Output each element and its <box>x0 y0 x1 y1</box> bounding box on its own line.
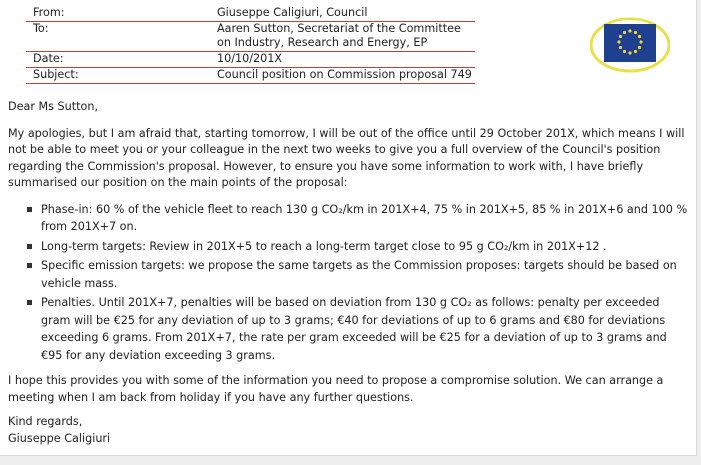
letter-body <box>8 99 688 447</box>
greeting: Dear Ms Sutton, <box>8 100 99 113</box>
header-row-date <box>26 52 475 68</box>
to-value: Aaren Sutton, Secretariat of the Committee on Industry, Research and Energy, EP <box>210 22 475 52</box>
to-label: To: <box>26 22 210 52</box>
bullet-icon <box>27 263 32 268</box>
list-item <box>41 257 688 292</box>
bullet-icon <box>27 244 32 249</box>
header-row-from <box>26 6 475 22</box>
list-item-text: Phase-in: 60 % of the vehicle fleet to reach 130 g CO₂/km in 201X+4, 75 % in 201X+5, 85 % in 201X+6 and 100 % from 201X+7 on. <box>41 202 688 233</box>
list-item <box>41 201 688 236</box>
list-item <box>41 294 688 364</box>
from-value: Giuseppe Caligiuri, Council <box>210 6 475 22</box>
eu-flag-icon <box>590 13 670 73</box>
closing-paragraph: I hope this provides you with some of the information you need to propose a compromise solution. We can arrange a meeting when I am back from holiday if you have any further questions. <box>8 374 664 404</box>
subject-value: Council position on Commission proposal 749 <box>210 68 475 84</box>
right-edge <box>697 0 701 465</box>
date-label: Date: <box>26 52 210 68</box>
signature: Giuseppe Caligiuri <box>8 431 111 445</box>
sign-off: Kind regards, <box>8 415 83 428</box>
subject-label: Subject: <box>26 68 210 84</box>
list-item-text: Penalties. Until 201X+7, penalties will be based on deviation from 130 g CO₂ as follows: penalty per exceeded gram will be €25 for any deviation of up to 3 grams; €40 for deviations of up to 6 grams and €80 for deviations exceeding 6 grams. From 201X+7, the rate per gram exceeded will be €25 for a deviation of up to 3 grams and €95 for any deviation exceeding 3 grams. <box>41 296 667 362</box>
list-item-text: Long-term targets: Review in 201X+5 to reach a long-term target close to 95 g CO₂/km in 201X+12 . <box>41 239 607 253</box>
header-row-to <box>26 22 475 52</box>
email-header-table <box>26 6 475 84</box>
header-row-subject <box>26 68 475 84</box>
list-item <box>41 238 688 256</box>
date-value: 10/10/201X <box>210 52 475 68</box>
bullet-icon <box>27 300 32 305</box>
position-list <box>8 201 688 365</box>
bullet-icon <box>27 207 32 212</box>
from-label: From: <box>26 6 210 22</box>
list-item-text: Specific emission targets: we propose the same targets as the Commission proposes: targets should be based on vehicle mass. <box>41 259 677 290</box>
bottom-edge <box>0 456 701 465</box>
intro-paragraph: My apologies, but I am afraid that, starting tomorrow, I will be out of the office until 29 October 201X, which means I will not be able to meet you or your colleague in the next two weeks to give you a full overview of the Council's position regarding the Commission's proposal. However, to ensure you have some information to work with, I have briefly summarised our position on the main points of the proposal: <box>8 126 685 189</box>
